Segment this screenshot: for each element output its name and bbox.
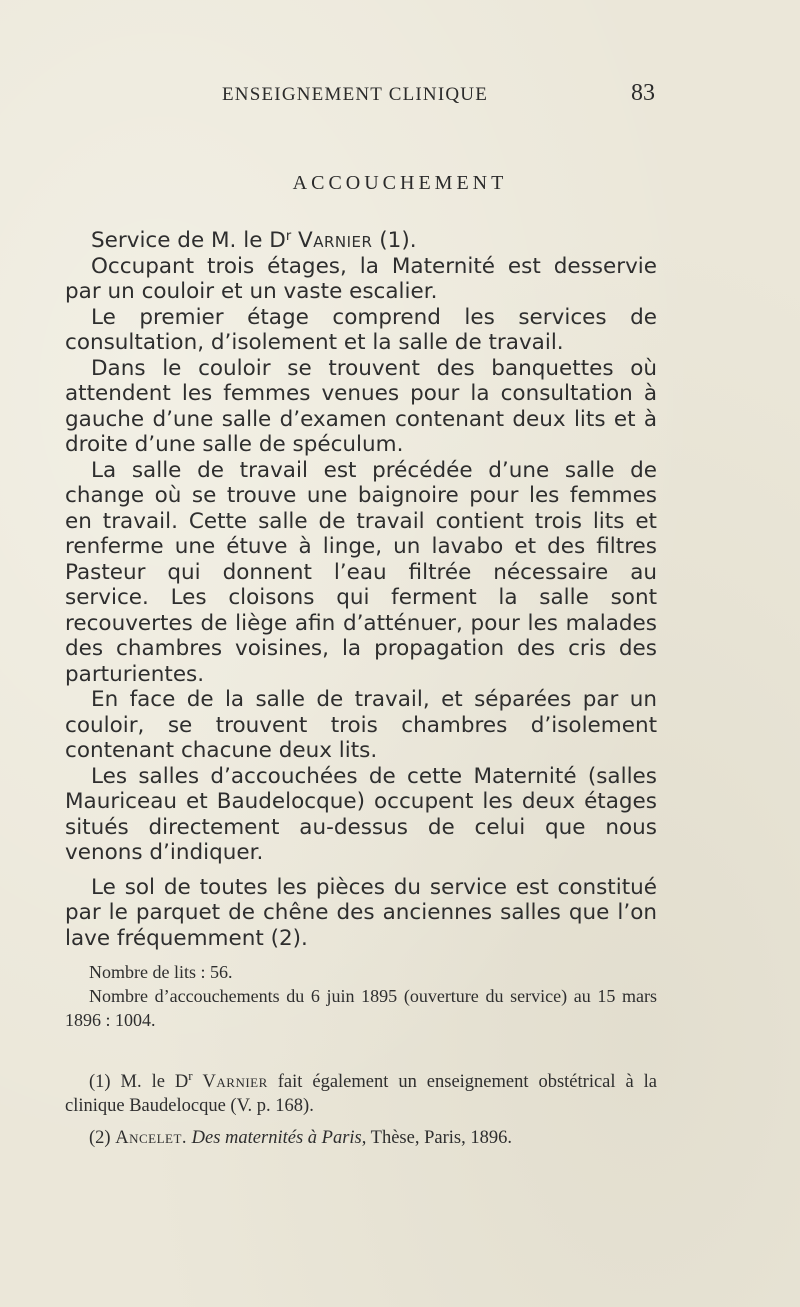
footnote-1-superscript: r: [188, 1068, 193, 1083]
paragraph: En face de la salle de travail, et séparées par un couloir, se trouvent trois chambres d’isolement contenant chacune deux lits.: [65, 687, 657, 763]
footnotes: [65, 1070, 657, 1150]
footnote-2-title: Des maternités à Paris: [191, 1128, 362, 1148]
paragraph: Dans le couloir se trouvent des banquettes où attendent les femmes venues pour la consultation à gauche d’une salle d’examen contenant deux lits et à droite d’une salle de spéculum.: [65, 355, 657, 457]
footnote-1-name: Varnier: [202, 1072, 268, 1092]
footnote-1-prefix: (1) M. le D: [89, 1072, 189, 1092]
footnote-2-author: Ancelet.: [115, 1128, 188, 1148]
section-title: ACCOUCHEMENT: [292, 172, 508, 194]
intro-prefix: Service de M. le D: [91, 228, 286, 253]
stats-block: [65, 960, 657, 1032]
paragraph: Le sol de toutes les pièces du service est constitué par le parquet de chêne des anciennes salles que l’on lave fréquemment (2).: [65, 874, 657, 951]
paragraph: La salle de travail est précédée d’une salle de change où se trouve une baignoire pour les femmes en travail. Cette salle de travail contient trois lits et renferme une étuve à linge, un lavabo et des filtres Pasteur qui donnent l’eau filtrée nécessaire au service. Les cloisons qui ferment la salle sont recouvertes de liège afin d’atténuer, pour les malades des chambres voisines, la propagation des cris des parturientes.: [65, 457, 657, 687]
paragraph: Le premier étage comprend les services de consultation, d’isolement et la salle de travail.: [65, 304, 657, 355]
intro-name: Varnier: [298, 228, 373, 253]
page-number: 83: [631, 80, 655, 106]
intro-paragraph: [65, 228, 657, 254]
intro-suffix: (1).: [372, 228, 417, 253]
paragraph: Les salles d’accouchées de cette Maternité (salles Mauriceau et Baudelocque) occupent les deux étages situés directement au-dessus de celui que nous venons d’indiquer.: [65, 763, 657, 865]
footnote-1-suffix: fait également un enseignement obstétrical à la clinique Baudelocque (V. p. 168).: [65, 1072, 658, 1116]
paragraph: Occupant trois étages, la Maternité est desservie par un couloir et un vaste escalier.: [65, 253, 657, 304]
body-text: [65, 228, 657, 951]
footnote-2-suffix: , Thèse, Paris, 1896.: [361, 1128, 512, 1148]
intro-superscript: r: [285, 229, 292, 244]
footnote-2: [65, 1126, 657, 1150]
running-head: [0, 80, 800, 110]
footnote-2-prefix: (2): [89, 1128, 116, 1148]
footnote-1: [65, 1070, 657, 1118]
stats-line: Nombre d’accouchements du 6 juin 1895 (ouverture du service) au 15 mars 1896 : 1004.: [65, 986, 657, 1030]
running-title: ENSEIGNEMENT CLINIQUE: [222, 84, 489, 105]
stats-line: Nombre de lits : 56.: [89, 962, 233, 982]
